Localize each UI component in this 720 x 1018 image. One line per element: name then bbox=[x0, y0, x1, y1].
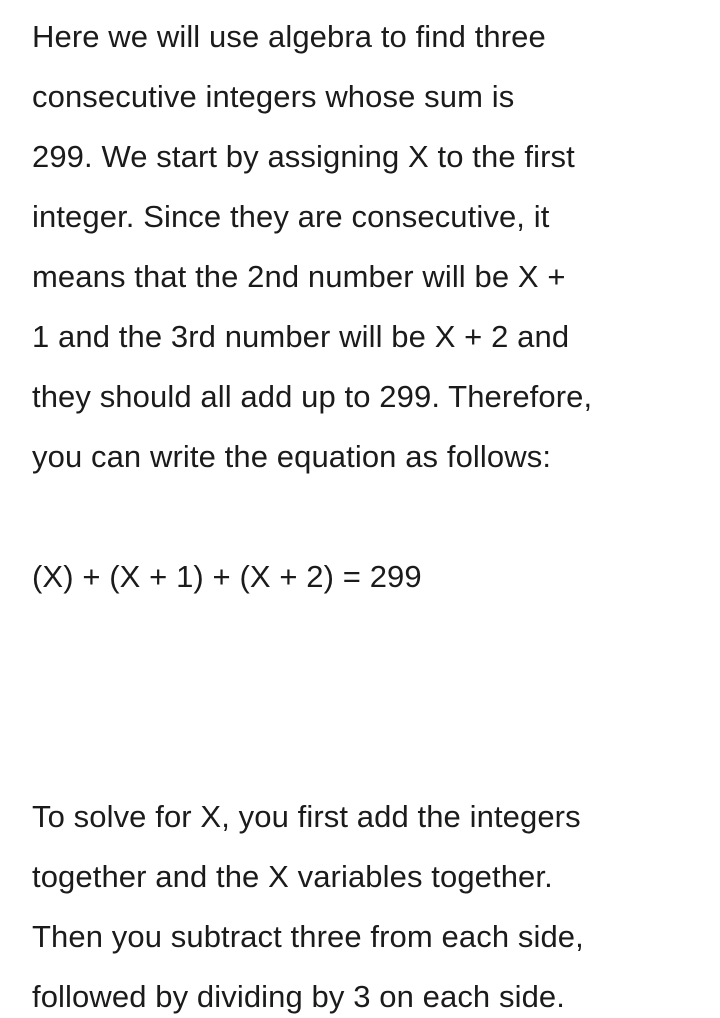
paragraph-1-line-8: you can write the equation as follows: bbox=[32, 439, 552, 474]
paragraph-1-line-3: 299. We start by assigning X to the first bbox=[32, 139, 575, 174]
equation: (X) + (X + 1) + (X + 2) = 299 bbox=[32, 559, 422, 594]
paragraph-2-line-3: Then you subtract three from each side, bbox=[32, 919, 584, 954]
paragraph-1-line-4: integer. Since they are consecutive, it bbox=[32, 199, 550, 234]
paragraph-2-line-2: together and the X variables together. bbox=[32, 859, 553, 894]
paragraph-1-line-7: they should all add up to 299. Therefore, bbox=[32, 379, 593, 414]
paragraph-1-line-1: Here we will use algebra to find three bbox=[32, 19, 546, 54]
paragraph-2-line-4: followed by dividing by 3 on each side. bbox=[32, 979, 565, 1014]
paragraph-1-line-6: 1 and the 3rd number will be X + 2 and bbox=[32, 319, 570, 354]
paragraph-2-line-1: To solve for X, you first add the integers bbox=[32, 799, 581, 834]
paragraph-1-line-5: means that the 2nd number will be X + bbox=[32, 259, 566, 294]
paragraph-1-line-2: consecutive integers whose sum is bbox=[32, 79, 515, 114]
